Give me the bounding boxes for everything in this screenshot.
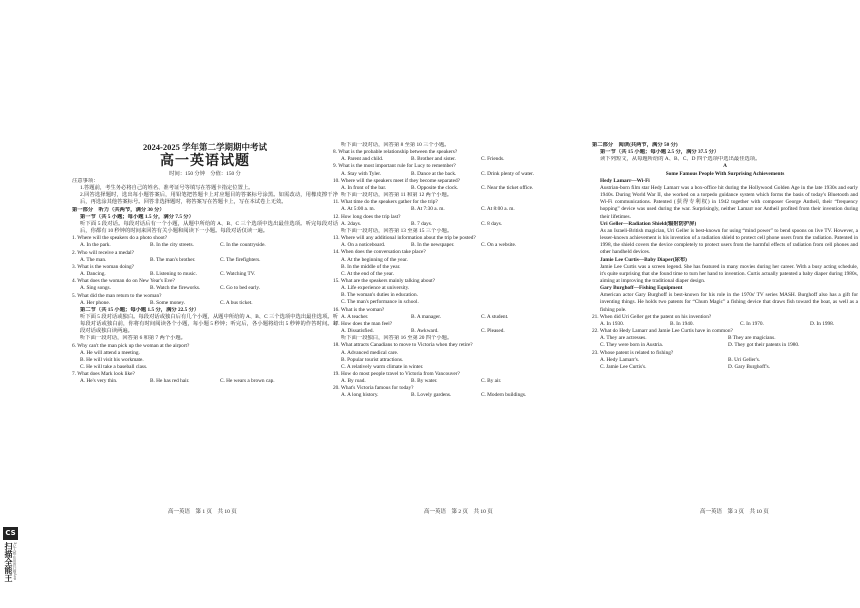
part1-sec2-instructions: 听下面 5 段对话或独白。每段对话或独白后有几个小题，从题中所给的 A、B、C 三个选项中选出最佳选项。听每段对话或独白前，你将有时间阅读各个小题，每小题 5 秒钟；听完后，各小题将给出 5 秒钟的作答时间。每段对话或独白读两遍。: [80, 313, 338, 335]
page-2-column: [333, 142, 599, 400]
option: B. Awkward.: [411, 328, 439, 335]
scanner-brand-name: 扫描全能王: [4, 542, 13, 582]
option: A. He's very thin.: [80, 378, 118, 385]
passage-letter: A: [723, 163, 727, 170]
question-18: 18. What attracts Canadians to move to Victoria when they retire?: [333, 342, 473, 349]
question-19-options: [333, 378, 599, 385]
question-16: 16. What is the woman?: [333, 306, 385, 313]
option: A. In 1930.: [600, 320, 625, 327]
question-11: 11. What time do the speakers gather for the trip?: [333, 199, 438, 206]
option: A. He will attend a meeting.: [80, 349, 140, 356]
part2-instructions: 读下列短文，从每题所给的 A、B、C、D 四个选项中选出最佳选项。: [600, 156, 761, 163]
option: D. They got their patents in 1980.: [728, 342, 800, 349]
exam-subject-title: 高一英语试题: [160, 154, 250, 169]
question-1: 1. Where will the speakers do a photo shoot?: [72, 235, 168, 242]
question-17-options: [333, 328, 599, 335]
note-2: 2.回答选择题时，选出每小题答案后，用铅笔把答题卡上对应题目的答案标号涂黑。如需改动，用橡皮擦干净后，再选涂其他答案标号。回答非选择题时，将答案写在答题卡上，写在本试卷上无效。: [80, 192, 338, 206]
question-20: 20. What's Victoria famous for today?: [333, 385, 414, 392]
option: D. Gary Burghoff's.: [728, 363, 770, 370]
option: B. At 7:30 a. m.: [411, 206, 445, 213]
option: B They are magicians.: [728, 335, 776, 342]
question-14: 14. When does the conversation take place?: [333, 249, 426, 256]
option: A. At the beginning of the year.: [341, 256, 408, 263]
monologue-16-instruction: 听下面一段独白，回答第 16 至第 20 四个小题。: [341, 335, 453, 342]
question-8-options: [333, 156, 599, 163]
question-6: 6. Why can't the man pick up the woman at the airport?: [72, 342, 190, 349]
jamie-heading: Jamie Lee Curtis—Baby Diaper(尿布): [600, 256, 687, 263]
option: B. The woman's duties in education.: [341, 292, 418, 299]
dialogue-8-instruction: 听下面一段对话，回答第 8 至第 10 三个小题。: [341, 142, 450, 148]
scanner-watermark: [2, 527, 20, 597]
option: A. Hedy Lamarr's.: [600, 356, 640, 363]
uri-paragraph: As an Israeli-British magician, Uri Geller is best-known for using “mind power” to bend spoons on live TV. However, a lesser-known achievement is his invention of a radiation shield to protect cell phone users from the radiation. Patented in 1998, the shield covers the device completely to protect users from the harmful effects of radiation from cell phones and other handheld devices.: [600, 227, 858, 256]
question-19: 19. How do most people travel to Victoria from Vancouver?: [333, 371, 460, 377]
option: C. In the countryside.: [220, 242, 266, 249]
question-20-options: [333, 392, 599, 399]
option: C. Drink plenty of water.: [481, 170, 534, 177]
page-footer: 高一英语 第 3 页 共 10 页: [700, 509, 769, 515]
option: A. Stay with Tyler.: [341, 170, 381, 177]
option: B. Brother and sister.: [411, 156, 456, 163]
question-4: 4. What does the woman do on New Year's Eve?: [72, 278, 175, 285]
part2-sec1-title: 第一节（共 15 小题；每小题 2.5 分，满分 37.5 分）: [600, 149, 720, 156]
question-9: 9. What is the most important rule for Lucy to remember?: [333, 163, 456, 170]
hedy-paragraph: Austrian-born film star Hedy Lamarr was a box-office hit during the Hollywood Golden Age in the late 1930s and early 1940s. During World War II, she worked on a torpedo guidance system which forms the basis of today's Bluetooth and Wi-Fi communications. Patented (获得专利权) in 1942 together with composer George Antheil, their “frequency hopping” device was used during the war. Surprisingly, neither Lamarr nor Antheil profited from their invention during their lifetimes.: [600, 184, 858, 220]
option: B. By water.: [411, 378, 438, 385]
option: C. Friends.: [481, 156, 505, 163]
option: C. At the end of the year.: [341, 270, 394, 277]
option: A. By road.: [341, 378, 366, 385]
question-10: 10. Where will the speakers meet if they become separated?: [333, 177, 460, 184]
gary-paragraph: American actor Gary Burghoff is best-known for his role in the 1970s' TV series MASH. Burghoff also has a gift for inventing things. He holds two patents for “Chum Magic” a fishing device that draws fish toward the boat, as well as a fishing pole.: [600, 292, 858, 313]
question-10-options: [333, 185, 599, 192]
part1-sec1-title: 第一节（共 5 小题；每小题 1.5 分，满分 7.5 分）: [80, 213, 194, 220]
part2-title: 第二部分 阅读(共两节，满分 50 分): [592, 142, 678, 148]
option: C. In 1970.: [740, 320, 764, 327]
option: A. A long history.: [341, 392, 379, 399]
option: B. 7 days.: [411, 220, 433, 227]
option: A. On a noticeboard.: [341, 242, 386, 249]
question-22-options-cd: [592, 342, 858, 349]
option: B. Lovely gardens.: [411, 392, 452, 399]
option: C. The firefighters.: [220, 256, 261, 263]
part1-sec2-title: 第二节（共 15 小题；每小题 1.5 分，满分 22.5 分）: [80, 306, 200, 313]
option: A. Dancing.: [80, 271, 106, 278]
option: B. He has red hair.: [150, 378, 190, 385]
option: B. Dance at the back.: [411, 170, 457, 177]
question-12: 12. How long does the trip last?: [333, 213, 401, 220]
question-21-options: [592, 321, 858, 328]
option: B. In 1940.: [670, 320, 694, 327]
part1-sec1-instructions: 听下面 5 段对话。每段对话后有一个小题，从题中所给的 A、B、C 三个选项中选出最佳选项。听完每段对话后，你都有 10 秒钟的时间来回答有关小题和阅读下一小题。每段对话仅读一遍。: [80, 220, 338, 235]
option: B. In the middle of the year.: [341, 263, 401, 270]
uri-heading: Uri Geller—Radiation Shield(辐射防护屏): [600, 220, 697, 227]
option: C. Modern buildings.: [481, 392, 527, 399]
option: A. Sing songs.: [80, 285, 111, 292]
gary-heading: Gary Burghoff—Fishing Equipment: [600, 285, 683, 292]
dialogue-11-instruction: 听下面一段对话，回答第 11 和第 12 两个小题。: [341, 192, 453, 199]
note-1: 1.答题前，考生务必将自己的姓名、准考证号等填写在答题卡指定位置上。: [80, 185, 254, 192]
option: C. By air.: [481, 378, 502, 385]
option: A. Dissatisfied.: [341, 328, 374, 335]
question-3: 3. What is the woman doing?: [72, 263, 134, 270]
question-7: 7. What does Mark look like?: [72, 371, 135, 378]
scanner-tagline: 3亿人都在用的扫描App: [13, 542, 17, 581]
question-3-options: [72, 271, 338, 278]
question-12-options: [333, 221, 599, 228]
option: C. He wears a brown cap.: [220, 378, 275, 385]
question-1-options: [72, 242, 338, 249]
hedy-heading: Hedy Lamarr—Wi-Fi: [600, 177, 650, 184]
page-footer: 高一英语 第 2 页 共 10 页: [424, 509, 493, 515]
option: B. The man's brother.: [150, 256, 196, 263]
question-7-options: [72, 378, 338, 385]
option: C. Pleased.: [481, 328, 505, 335]
question-13-options: [333, 242, 599, 249]
notes-heading: 注意事项：: [72, 178, 99, 184]
jamie-paragraph: Jamie Lee Curtis was a screen legend. She has featured in many movies during her career. With a busy acting schedule, it's quite surprising that she found time to turn her hand to invention. Curtis actually patented a baby diaper during 1980s, aiming at improving the traditional diaper design.: [600, 263, 858, 284]
option: B. He will visit his workmate.: [80, 356, 144, 363]
camscanner-logo-icon: CS: [3, 527, 18, 540]
part1-title: 第一部分 听力（共两节，满分 30 分）: [72, 206, 165, 213]
option: C. 8 days.: [481, 220, 503, 227]
option: A. At 5:00 a. m.: [341, 206, 375, 213]
option: B. Opposite the clock.: [411, 184, 459, 191]
option: A. A teacher.: [341, 313, 369, 320]
option: A. The man.: [80, 256, 107, 263]
option: B. In the city streets.: [150, 242, 194, 249]
page-3-column: [592, 142, 858, 371]
page-footer: 高一英语 第 1 页 共 10 页: [168, 509, 237, 515]
option: B. A manager.: [411, 313, 442, 320]
option: A. Her phone.: [80, 299, 111, 306]
option: C. Watching TV.: [220, 271, 256, 278]
question-23-options-cd: [592, 364, 858, 371]
option: C. On a website.: [481, 242, 517, 249]
option: C. Jamie Lee Curtis's.: [600, 363, 647, 370]
option: C. Near the ticket office.: [481, 184, 534, 191]
question-23: 23. Whose patent is related to fishing?: [592, 349, 674, 356]
option: C. At 8:00 a. m.: [481, 206, 515, 213]
question-2: 2. Who will receive a medal?: [72, 249, 134, 256]
question-2-options: [72, 257, 338, 264]
passage-title: Some Famous People With Surprising Achievements: [665, 170, 785, 177]
page-1-column: [72, 142, 338, 386]
dialogue-6-instruction: 听下面一段对话，回答第 6 和第 7 两个小题。: [80, 335, 186, 342]
option: B. Some money.: [150, 299, 185, 306]
option: B. Listening to music.: [150, 271, 197, 278]
question-4-options: [72, 285, 338, 292]
option: B. Watch the fireworks.: [150, 285, 201, 292]
option: C. A bus ticket.: [220, 299, 253, 306]
dialogue-13-instruction: 听下面一段对话，回答第 13 至第 15 三个小题。: [341, 227, 453, 234]
option: C. A relatively warm climate in winter.: [341, 363, 424, 370]
option: C. The man's performance in school.: [341, 299, 419, 306]
exam-year-title: 2024-2025 学年第二学期期中考试: [143, 142, 267, 152]
question-13: 13. Where will any additional information about the trip be posted?: [333, 235, 476, 242]
option: B. Uri Geller's.: [728, 356, 761, 363]
question-9-options: [333, 171, 599, 178]
question-21: 21. When did Uri Geller get the patent on his invention?: [592, 313, 712, 320]
question-22-options-ab: [592, 335, 858, 342]
question-16-options: [333, 314, 599, 321]
option: A. Parent and child.: [341, 156, 384, 163]
question-15: 15. What are the speakers mainly talking about?: [333, 277, 435, 284]
question-8: 8. What is the probable relationship between the speakers?: [333, 149, 458, 156]
option: A. Life experience at university.: [341, 285, 410, 292]
question-11-options: [333, 206, 599, 213]
option: A. 2days.: [341, 220, 362, 227]
question-17: 17. How does the man feel?: [333, 320, 393, 327]
exam-time-score: 时间：150 分钟 分值：150 分: [169, 171, 241, 177]
option: A. Advanced medical care.: [341, 349, 399, 356]
option: C. A student.: [481, 313, 509, 320]
question-23-options-ab: [592, 357, 858, 364]
question-5: 5. What did the man return to the woman?: [72, 292, 162, 299]
question-22: 22. What do Hedy Lamarr and Jamie Lee Curtis have in common?: [592, 328, 733, 335]
option: C. Go to bed early.: [220, 285, 260, 292]
question-5-options: [72, 300, 338, 307]
option: A. They are actresses.: [600, 335, 647, 342]
option: C. They were born in Austria.: [600, 342, 664, 349]
option: A. In front of the bar.: [341, 184, 387, 191]
option: B. In the newspaper.: [411, 242, 455, 249]
option: A. In the park.: [80, 242, 111, 249]
option: D. In 1998.: [810, 320, 835, 327]
option: C. He will take a baseball class.: [80, 364, 148, 371]
option: B. Popular tourist attractions.: [341, 356, 404, 363]
